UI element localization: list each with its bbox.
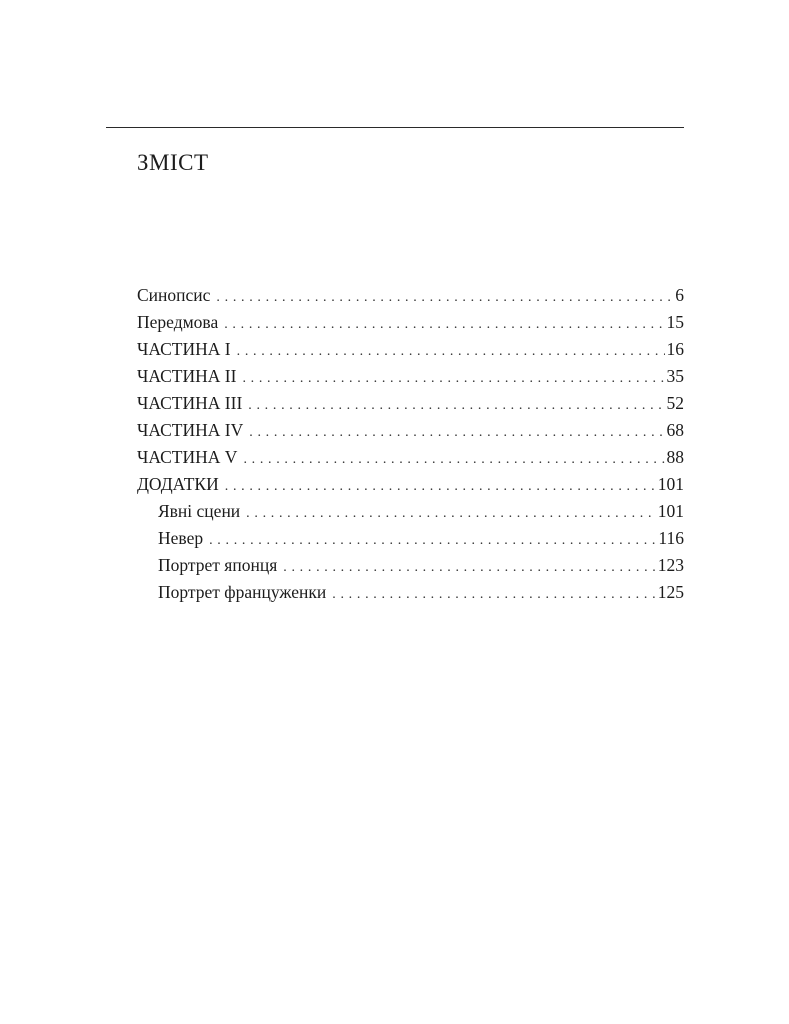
toc-dot-leader (225, 473, 656, 500)
toc-dot-leader (283, 554, 655, 581)
toc-entry-label: Явні сцени (158, 501, 241, 521)
toc-entry-page: 123 (657, 555, 684, 575)
toc-dot-leader (243, 446, 664, 473)
top-rule (106, 127, 684, 128)
toc-entry[interactable] (137, 282, 684, 309)
toc-entry-page: 116 (658, 528, 684, 548)
toc-subentry[interactable] (137, 579, 684, 606)
toc-entry-page: 101 (657, 474, 684, 494)
toc-entry-page: 68 (666, 420, 684, 440)
toc-entry[interactable] (137, 363, 684, 390)
toc-entry[interactable] (137, 309, 684, 336)
toc-entry-label: ЧАСТИНА III (137, 393, 243, 413)
toc-entry-page: 16 (666, 339, 684, 359)
toc-dot-leader (242, 365, 664, 392)
toc-entry-page: 101 (657, 501, 684, 521)
toc-entry-page: 125 (657, 582, 684, 602)
toc-entry-label: Синопсис (137, 285, 211, 305)
toc-dot-leader (209, 527, 656, 554)
table-of-contents (137, 282, 684, 606)
toc-entry-label: ЧАСТИНА V (137, 447, 238, 467)
toc-subentry[interactable] (137, 498, 684, 525)
toc-dot-leader (237, 338, 665, 365)
toc-entry[interactable] (137, 336, 684, 363)
toc-entry[interactable] (137, 417, 684, 444)
toc-entry-page: 52 (666, 393, 684, 413)
toc-subentry[interactable] (137, 525, 684, 552)
toc-entry[interactable] (137, 390, 684, 417)
toc-entry-page: 15 (666, 312, 684, 332)
toc-entry-label: Передмова (137, 312, 219, 332)
toc-dot-leader (249, 419, 664, 446)
toc-entry-label: Портрет француженки (158, 582, 327, 602)
toc-subentry[interactable] (137, 552, 684, 579)
toc-entry[interactable] (137, 471, 684, 498)
toc-entry-page: 35 (666, 366, 684, 386)
toc-dot-leader (246, 500, 656, 527)
toc-entry-label: Портрет японця (158, 555, 278, 575)
toc-dot-leader (224, 311, 664, 338)
toc-dot-leader (332, 581, 655, 608)
toc-entry-page: 6 (675, 285, 684, 305)
toc-entry-label: ДОДАТКИ (137, 474, 219, 494)
toc-entry-label: ЧАСТИНА IV (137, 420, 244, 440)
toc-dot-leader (248, 392, 664, 419)
toc-entry-label: ЧАСТИНА II (137, 366, 237, 386)
page-title: ЗМІСТ (137, 150, 209, 175)
toc-entry-page: 88 (666, 447, 684, 467)
toc-dot-leader (216, 284, 673, 311)
toc-entry[interactable] (137, 444, 684, 471)
toc-entry-label: ЧАСТИНА I (137, 339, 231, 359)
toc-entry-label: Невер (158, 528, 204, 548)
